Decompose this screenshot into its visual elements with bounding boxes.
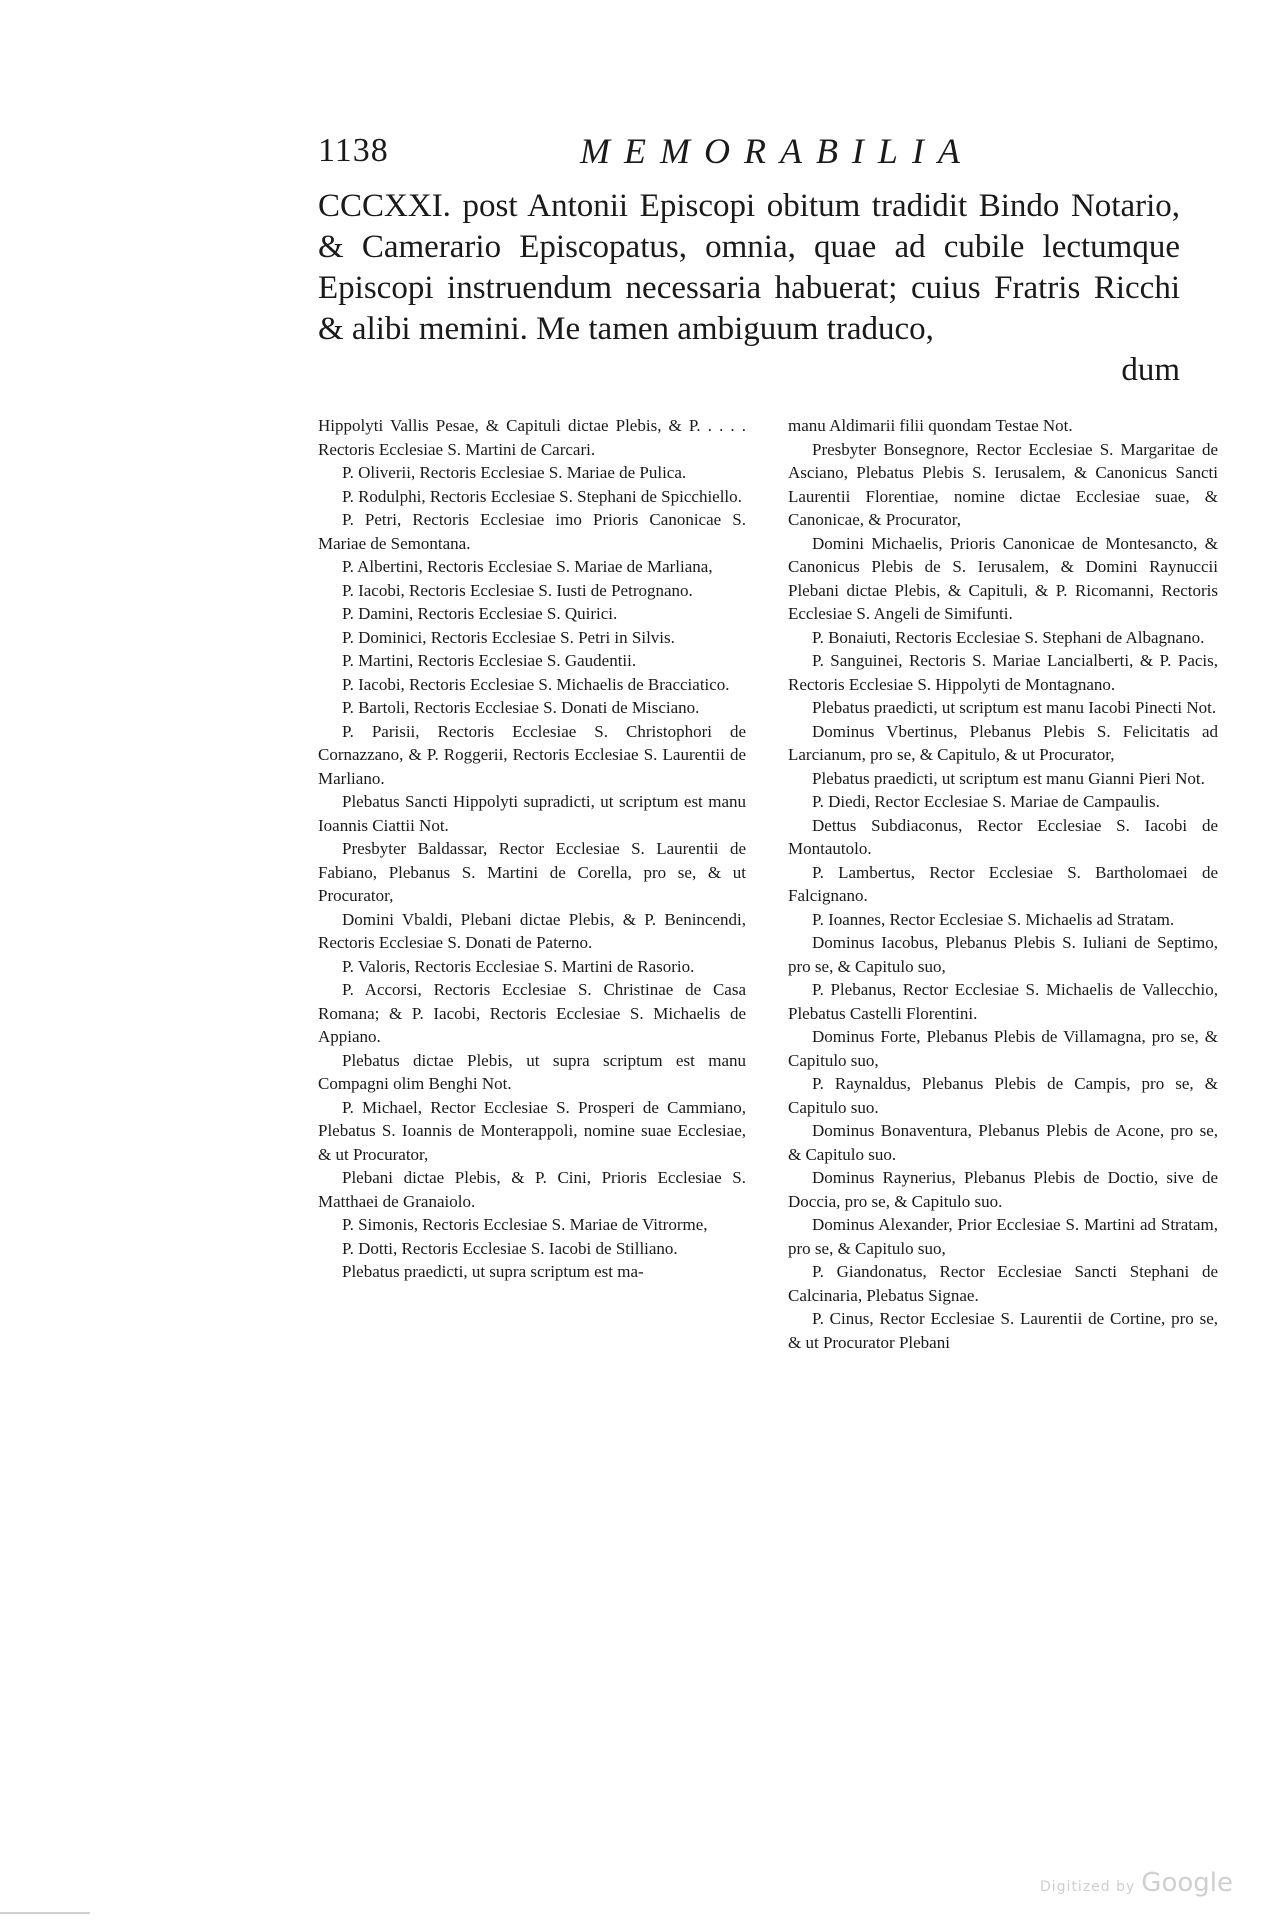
- left-entry: P. Dominici, Rectoris Ecclesiae S. Petri in Silvis.: [342, 627, 675, 647]
- right-entry: P. Ioannes, Rector Ecclesiae S. Michaelis ad Stratam.: [812, 909, 1175, 929]
- left-entry: P. Martini, Rectoris Ecclesiae S. Gaudentii.: [342, 651, 637, 670]
- right-entry: Domini Michaelis, Prioris Canonicae de Montesancto, & Canonicus Plebis de S. Ierusalem, & Domini Raynuccii Plebani dictae Plebis, & Capituli, & P. Ricomanni, Rectoris Ecclesiae S. Angeli de Simifunti.: [788, 533, 1218, 623]
- left-entry: P. Iacobi, Rectoris Ecclesiae S. Michaelis de Bracciatico.: [342, 674, 730, 694]
- right-entry: Dominus Alexander, Prior Ecclesiae S. Martini ad Stratam, pro se, & Capitulo suo,: [788, 1215, 1218, 1258]
- left-entry: P. Accorsi, Rectoris Ecclesiae S. Christinae de Casa Romana; & P. Iacobi, Rectoris Ecclesiae S. Michaelis de Appiano.: [318, 980, 746, 1046]
- running-title: MEMORABILIA: [580, 131, 974, 171]
- digitization-watermark: [1040, 1868, 1233, 1898]
- left-entry: P. Albertini, Rectoris Ecclesiae S. Mariae de Marliana,: [342, 557, 713, 576]
- left-entry: P. Valoris, Rectoris Ecclesiae S. Martini de Rasorio.: [342, 956, 695, 976]
- left-entry: Plebani dictae Plebis, & P. Cini, Prioris Ecclesiae S. Matthaei de Granaiolo.: [318, 1168, 746, 1211]
- left-entry: P. Damini, Rectoris Ecclesiae S. Quirici.: [342, 604, 618, 623]
- page-edge-rule: [0, 1912, 90, 1914]
- right-entry: P. Plebanus, Rector Ecclesiae S. Michaelis de Vallecchio, Plebatus Castelli Florentini.: [788, 980, 1218, 1023]
- left-entry: P. Iacobi, Rectoris Ecclesiae S. Iusti de Petrognano.: [342, 580, 693, 600]
- right-entry: Dettus Subdiaconus, Rector Ecclesiae S. Iacobi de Montautolo.: [788, 815, 1218, 858]
- left-entry: P. Parisii, Rectoris Ecclesiae S. Christophori de Cornazzano, & P. Roggerii, Rectoris Ecclesiae S. Laurentii de Marliano.: [318, 721, 746, 788]
- left-entry: P. Bartoli, Rectoris Ecclesiae S. Donati de Misciano.: [342, 698, 700, 717]
- page-header: [318, 131, 974, 178]
- left-entry: Plebatus dictae Plebis, ut supra scriptum est manu Compagni olim Benghi Not.: [318, 1050, 746, 1093]
- right-entry: Plebatus praedicti, ut scriptum est manu Gianni Pieri Not.: [812, 768, 1205, 788]
- left-entry: Hippolyti Vallis Pesae, & Capituli dictae Plebis, & P. . . . . Rectoris Ecclesiae S. Martini de Carcari.: [318, 416, 746, 459]
- right-entry: P. Diedi, Rector Ecclesiae S. Mariae de Campaulis.: [812, 792, 1160, 811]
- right-entry: Dominus Forte, Plebanus Plebis de Villamagna, pro se, & Capitulo suo,: [788, 1027, 1218, 1070]
- intro-block: [318, 186, 1180, 391]
- right-entry: P. Giandonatus, Rector Ecclesiae Sancti Stephani de Calcinaria, Plebatus Signae.: [788, 1262, 1218, 1305]
- right-column: [788, 414, 1218, 1354]
- watermark-brand: Google: [1141, 1868, 1233, 1898]
- watermark-prefix: Digitized by: [1040, 1879, 1136, 1895]
- left-entry: Presbyter Baldassar, Rector Ecclesiae S. Laurentii de Fabiano, Plebanus S. Martini de Corella, pro se, & ut Procurator,: [318, 839, 746, 905]
- right-entry: P. Raynaldus, Plebanus Plebis de Campis, pro se, & Capitulo suo.: [788, 1074, 1218, 1117]
- left-entry: P. Petri, Rectoris Ecclesiae imo Prioris Canonicae S. Mariae de Semontana.: [318, 510, 746, 553]
- right-entry: Presbyter Bonsegnore, Rector Ecclesiae S. Margaritae de Asciano, Plebatus Plebis S. Ierusalem, & Canonicus Sancti Laurentii Florentiae, nomine dictae Ecclesiae suae, & Canonicae, & Procurator,: [788, 439, 1218, 529]
- intro-catchword: dum: [1121, 352, 1180, 388]
- left-entry: P. Simonis, Rectoris Ecclesiae S. Mariae de Vitrorme,: [342, 1215, 708, 1234]
- right-entry: Dominus Iacobus, Plebanus Plebis S. Iuliani de Septimo, pro se, & Capitulo suo,: [788, 933, 1218, 976]
- right-entry: Dominus Raynerius, Plebanus Plebis de Doctio, sive de Doccia, pro se, & Capitulo suo.: [788, 1168, 1218, 1211]
- left-entry: P. Rodulphi, Rectoris Ecclesiae S. Stephani de Spicchiello.: [342, 486, 742, 506]
- left-entry: P. Michael, Rector Ecclesiae S. Prosperi de Cammiano, Plebatus S. Ioannis de Monterappoli, nomine suae Ecclesiae, & ut Procurator,: [318, 1097, 746, 1164]
- left-entry: P. Oliverii, Rectoris Ecclesiae S. Mariae de Pulica.: [342, 463, 687, 482]
- right-entry: Dominus Bonaventura, Plebanus Plebis de Acone, pro se, & Capitulo suo.: [788, 1121, 1218, 1164]
- intro-paragraph: CCCXXI. post Antonii Episcopi obitum tradidit Bindo Notario, & Camerario Episcopatus, omnia, quae ad cubile lectumque Episcopi instruendum necessaria habuerat; cuius Fratris Ricchi & alibi memini. Me tamen ambiguum traduco,: [318, 188, 1180, 347]
- right-entry: Dominus Vbertinus, Plebanus Plebis S. Felicitatis ad Larcianum, pro se, & Capitulo, & ut Procurator,: [788, 721, 1218, 764]
- right-entry: Plebatus praedicti, ut scriptum est manu Iacobi Pinecti Not.: [812, 698, 1217, 717]
- left-column: [318, 414, 746, 1284]
- right-entry: P. Sanguinei, Rectoris S. Mariae Lancialberti, & P. Pacis, Rectoris Ecclesiae S. Hippolyti de Montagnano.: [788, 651, 1218, 694]
- right-entry: P. Lambertus, Rector Ecclesiae S. Bartholomaei de Falcignano.: [788, 862, 1218, 905]
- left-entry: Domini Vbaldi, Plebani dictae Plebis, & P. Benincendi, Rectoris Ecclesiae S. Donati de Paterno.: [318, 909, 746, 952]
- left-entry: Plebatus praedicti, ut supra scriptum est ma-: [342, 1262, 644, 1281]
- left-entry: P. Dotti, Rectoris Ecclesiae S. Iacobi de Stilliano.: [342, 1238, 678, 1258]
- right-entry: manu Aldimarii filii quondam Testae Not.: [788, 416, 1073, 435]
- right-entry: P. Cinus, Rector Ecclesiae S. Laurentii de Cortine, pro se, & ut Procurator Plebani: [788, 1309, 1218, 1352]
- left-entry: Plebatus Sancti Hippolyti supradicti, ut scriptum est manu Ioannis Ciattii Not.: [318, 792, 746, 835]
- right-entry: P. Bonaiuti, Rectoris Ecclesiae S. Stephani de Albagnano.: [812, 627, 1205, 647]
- page-number: 1138: [318, 132, 389, 169]
